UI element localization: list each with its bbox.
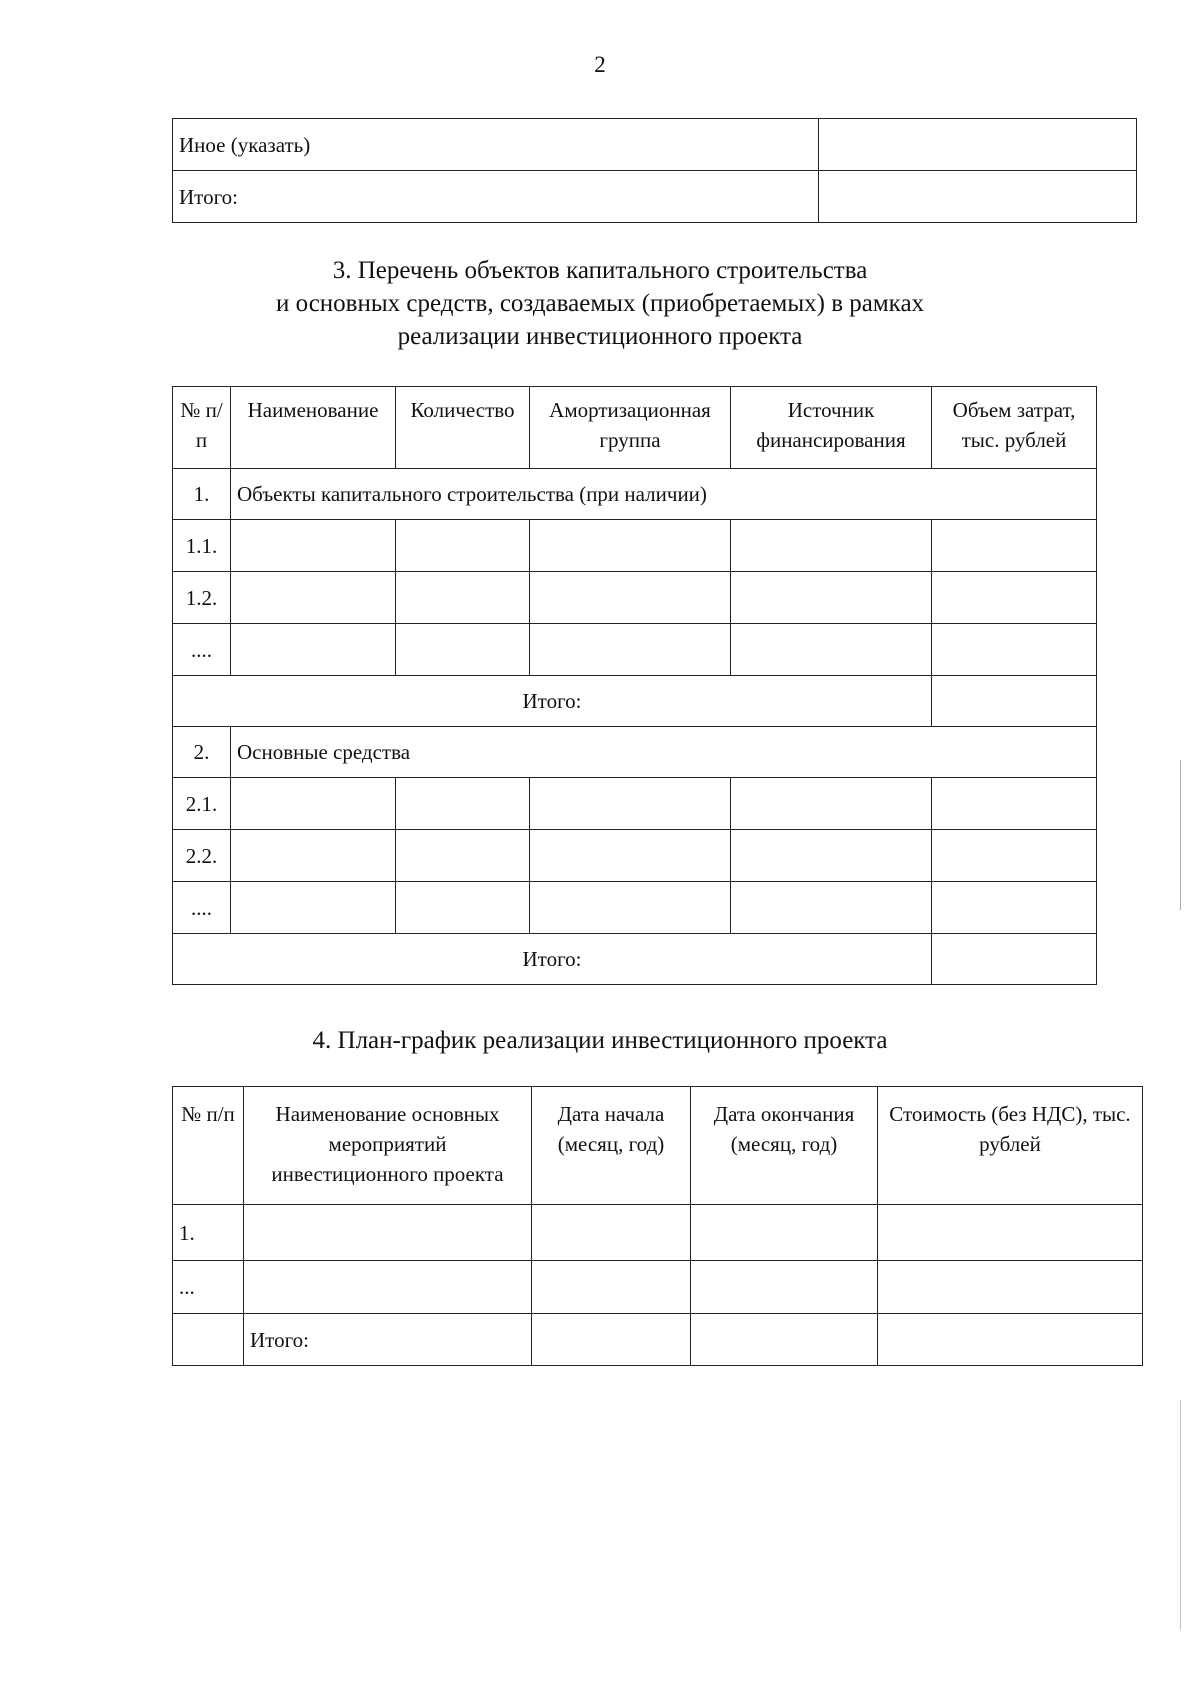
cell: [932, 778, 1097, 830]
header-quantity: Количество: [396, 387, 530, 469]
section4-title: 4. План-график реализации инвестиционного проекта: [312, 1027, 888, 1054]
cell: [396, 520, 530, 572]
cell: [878, 1205, 1143, 1261]
header-num: № п/п: [173, 387, 231, 469]
cell: [244, 1205, 532, 1261]
row-num: ...: [173, 1261, 244, 1314]
cell: [731, 830, 932, 882]
top-total-value-cell: [819, 171, 1137, 223]
header-cost-volume: Объем затрат, тыс. рублей: [932, 387, 1097, 469]
cell: [532, 1205, 691, 1261]
cell: [932, 520, 1097, 572]
cell: [691, 1314, 878, 1366]
header-activity-name: Наименование основных мероприятий инвестиционного проекта: [244, 1087, 532, 1205]
cell: [878, 1314, 1143, 1366]
cell: [396, 882, 530, 934]
header-end-date: Дата окончания (месяц, год): [691, 1087, 878, 1205]
other-specify-cell: Иное (указать): [173, 119, 819, 171]
cell: [691, 1205, 878, 1261]
group2-label: Основные средства: [231, 727, 1097, 778]
header-num: № п/п: [173, 1087, 244, 1205]
table-row: [173, 624, 1097, 676]
row-num: 2.2.: [173, 830, 231, 882]
group2-total-value: [932, 934, 1097, 985]
cell: [731, 520, 932, 572]
cell: [231, 830, 396, 882]
header-funding-source: Источник финансирования: [731, 387, 932, 469]
cell: [691, 1261, 878, 1314]
row-num: ....: [173, 624, 231, 676]
table-row: [173, 830, 1097, 882]
table-row: [173, 882, 1097, 934]
cell: [731, 778, 932, 830]
cell: [396, 624, 530, 676]
cell: [530, 882, 731, 934]
section4-table: [172, 1086, 1143, 1366]
cell: [530, 830, 731, 882]
row-num: 1.2.: [173, 572, 231, 624]
table-row: [173, 1261, 1143, 1314]
section4-total-label: Итого:: [244, 1314, 532, 1366]
cell: [731, 572, 932, 624]
cell: [530, 778, 731, 830]
cell: [530, 520, 731, 572]
header-depreciation-group: Амортизационная группа: [530, 387, 731, 469]
scan-edge-mark: [1180, 760, 1181, 910]
group1-total-label: Итого:: [173, 676, 932, 727]
cell: [231, 882, 396, 934]
header-cost: Стоимость (без НДС), тыс. рублей: [878, 1087, 1143, 1205]
group1-label: Объекты капитального строительства (при наличии): [231, 469, 1097, 520]
section3-table: [172, 386, 1097, 985]
cell: [396, 572, 530, 624]
section3-header-row: [173, 387, 1097, 469]
row-num: 2.1.: [173, 778, 231, 830]
row-num: ....: [173, 882, 231, 934]
table-row: [173, 778, 1097, 830]
cell: [231, 572, 396, 624]
cell: [173, 1314, 244, 1366]
page-number: 2: [594, 52, 606, 77]
table-row: [173, 572, 1097, 624]
cell: [932, 882, 1097, 934]
cell: [530, 572, 731, 624]
cell: [530, 624, 731, 676]
cell: [231, 624, 396, 676]
cell: [244, 1261, 532, 1314]
group1-num: 1.: [173, 469, 231, 520]
section3-title: 3. Перечень объектов капитального строительства и основных средств, создаваемых (приобретаемых) в рамках реализации инвестиционного проекта: [275, 257, 925, 350]
cell: [396, 778, 530, 830]
top-total-cell: Итого:: [173, 171, 819, 223]
section4-header-row: [173, 1087, 1143, 1205]
header-name: Наименование: [231, 387, 396, 469]
scan-edge-mark: [1180, 1400, 1181, 1630]
group2-num: 2.: [173, 727, 231, 778]
cell: [932, 830, 1097, 882]
cell: [878, 1261, 1143, 1314]
group1-total-value: [932, 676, 1097, 727]
row-num: 1.1.: [173, 520, 231, 572]
table-row: [173, 520, 1097, 572]
top-table: [172, 118, 1137, 223]
table-row: [173, 1205, 1143, 1261]
cell: [731, 882, 932, 934]
header-start-date: Дата начала (месяц, год): [532, 1087, 691, 1205]
cell: [231, 520, 396, 572]
cell: [532, 1314, 691, 1366]
row-num: 1.: [173, 1205, 244, 1261]
cell: [532, 1261, 691, 1314]
cell: [231, 778, 396, 830]
cell: [932, 572, 1097, 624]
group2-total-label: Итого:: [173, 934, 932, 985]
other-value-cell: [819, 119, 1137, 171]
cell: [932, 624, 1097, 676]
cell: [396, 830, 530, 882]
cell: [731, 624, 932, 676]
